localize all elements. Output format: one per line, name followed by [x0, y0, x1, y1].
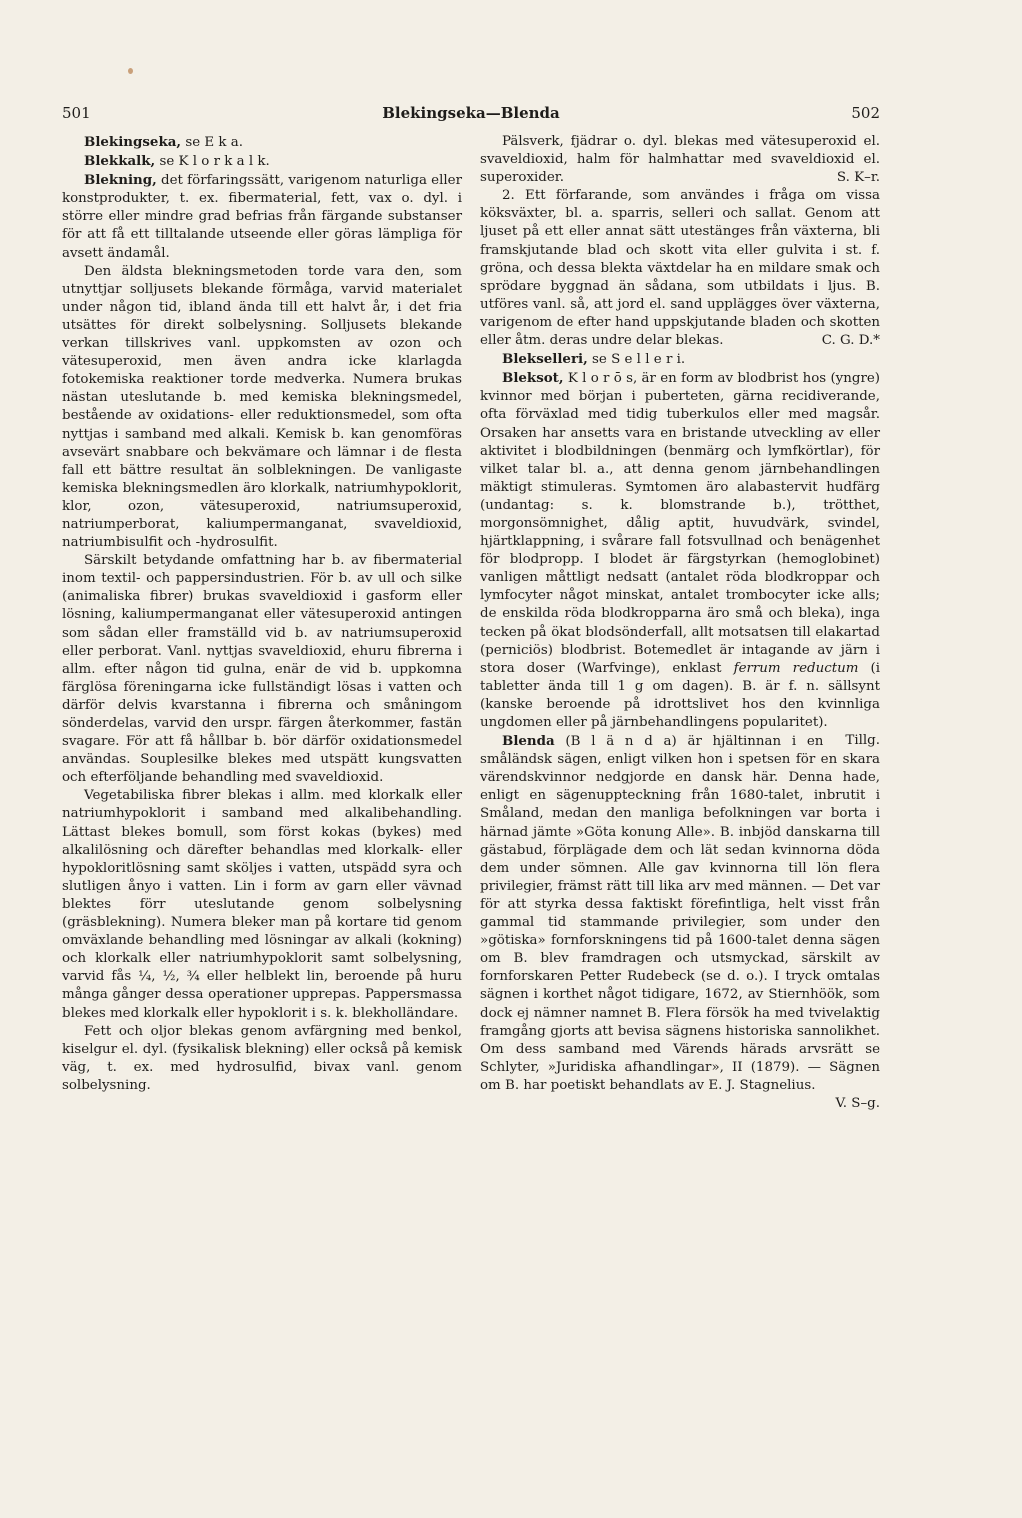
page-number-right: 502: [851, 104, 880, 122]
headword: Blekselleri,: [502, 351, 588, 368]
entry-text: K l o r ō s, är en form av blodbrist hos (yngre) kvinnor med början i puberteten, gärna recidiverande, ofta förväxlad med tidig tuberkulos eller med magsår. Orsaken har ansetts vara en bristande utveckling av eller aktivitet i blodbildningen (benmärg och lymfkörtlar), för vilket talar bl. a., att denna genom järnbehandlingen mäktigt stimuleras. Symtomen äro alabastervit hudfärg (undantag: s. k. blomstrande b.), trötthet, morgonsömnighet, dålig aptit, huvudvärk, svindel, hjärtklappning, i svårare fall fotsvullnad och benägenhet för blodpropp. I blodet är färgstyrkan (hemoglobinet) vanligen måttligt nedsatt (antalet röda blodkroppar och lymfocyter något minskat, antalet trombocyter icke alls; de enskilda röda blodkropparna äro små och bleka), inga tecken på ökat blodsönderfall, allt motsatsen till elakartad (perniciös) blodbrist. Botemedlet är intagande av järn i stora doser (Warfvinge), enklast: [480, 371, 880, 676]
entry-text: (i tabletter ända till 1 g om dagen). B. är f. n. sällsynt (kanske beroende på idrottslivet hos den kvinnliga ungdomen eller på järnbehandlingens popularitet).: [480, 660, 880, 730]
entry-blekingseka: [62, 133, 462, 152]
headword: Blekingseka,: [84, 134, 182, 150]
left-column: [62, 133, 462, 1095]
entry-blekselleri: [480, 350, 880, 369]
paragraph-text: Pälsverk, fjädrar o. dyl. blekas med vätesuperoxid el. svaveldioxid, halm för halmhattar med svaveldioxid el. superoxider.: [480, 134, 880, 186]
entry-text: se S e l l e r i.: [587, 352, 686, 368]
paragraph: Särskilt betydande omfattning har b. av fibermaterial inom textil- och pappersindustrien. För b. av ull och silke (animaliska fibrer) brukas svaveldioxid i gasform eller lösning, kaliumpermanganat eller vätesuperoxid antingen som sådan eller framställd vid b. av natriumsuperoxid eller perborat. Vanl. nyttjas svaveldioxid, ehuru fibrerna i allm. efter någon tid gulna, enär de vid b. uppkomna färglösa föreningarna icke fullständigt lösas i vatten och därför delvis kvarstanna i fibrerna och småningom sönderdelas, varvid den urspr. färgen återkommer, fastän svagare. För att få hållbar b. bör därför oxidationsmedel användas. Souplesilke blekes med utspätt kungsvatten och efterföljande behandling med svaveldioxid.: [62, 553, 462, 786]
headword: Blenda: [502, 733, 555, 750]
entry-text: se K l o r k a l k.: [155, 154, 270, 170]
right-column: [480, 133, 880, 1113]
entry-text: (B l ä n d a) är hjältinnan i en småländsk sägen, enligt vilken hon i spetsen för en skara värendskvinnor nedgjorde en dansk här. Denna hade, enligt en sägenuppteckning från 1680-talet, inbrutit i Småland, medan den manliga befolkningen var borta i härnad jämte »Göta konung Alle». B. inbjöd danskarna till gästabud, förplägade dem och lät sedan kvinnorna döda dem under sömnen. Alle gav kvinnorna till lön flera privilegier, främst rätt till lika arv med männen. — Det var för att styrka dessa faktiskt förefintliga, helt visst från gammal tid stammande privilegier, som under den »götiska» fornforskningens tid på 1600-talet denna sägen om B. blev framdragen och utsmyckad, särskilt av fornforskaren Petter Rudebeck (se d. o.). I tryck omtalas sägnen i korthet något tidigare, 1672, av Stiernhöök, som dock ej nämner namnet B. Flera försök ha med tvivelaktig framgång gjorts att bevisa sägnens historiska sannolikhet. Om dess samband med Värends härads arvsrätt se Schlyter, »Juridiska afhandlingar», II (1879). — Sägnen om B. har poetiskt behandlats av E. J. Stagnelius.: [480, 734, 880, 1093]
author-signature: S. K–r.: [836, 170, 880, 186]
page-number-left: 501: [62, 104, 91, 122]
page-header: [62, 104, 880, 128]
paragraph: Den äldsta blekningsmetoden torde vara den, som utnyttjar solljusets blekande förmåga, varvid materialet under någon tid, ibland ända till ett halvt år, i det fria utsättes för direkt solbelysning. Solljusets blekande verkan tillskrives vanl. uppkomsten av ozon och vätesuperoxid, men även andra icke klarlagda fotokemiska reaktioner torde medverka. Numera brukas nästan uteslutande b. med kemiska blekningsmedel, bestående av oxidations- eller reduktionsmedel, som ofta nyttjas i samband med alkali. Kemisk b. kan genomföras avsevärt snabbare och bekvämare och lämnar i de flesta fall ett bättre resultat än solblekningen. De vanligaste kemiska blekningsmedlen äro klorkalk, natriumhypoklorit, klor, ozon, vätesuperoxid, natriumsuperoxid, natriumperborat, kaliumpermanganat, svaveldioxid, natriumbisulfit och -hydrosulfit.: [62, 263, 462, 551]
entry-blekning: [62, 171, 462, 262]
entry-blenda: [480, 732, 880, 1111]
author-signature: C. G. D.*: [821, 333, 880, 349]
paragraph: [480, 133, 880, 187]
paragraph: [480, 187, 880, 350]
paragraph: Vegetabiliska fibrer blekas i allm. med klorkalk eller natriumhypoklorit i samband med alkalibehandling. Lättast blekes bomull, som först kokas (bykes) med alkalilösning och därefter behandlas med klorkalk- eller hypokloritlösning samt sköljes i vatten, utspädd syra och slutligen ånyo i vatten. Lin i form av garn eller vävnad blektes förr uteslutande genom solbelysning (gräsblekning). Numera bleker man på kortare tid genom omväxlande behandling med lösningar av alkali (kokning) och klorkalk eller natriumhypoklorit samt solbelysning, varvid fås ¼, ½, ¾ eller helblekt lin, beroende på huru många gånger dessa operationer upprepas. Pappersmassa blekes med klorkalk eller hypoklorit i s. k. blekholländare.: [62, 788, 462, 1021]
paragraph: Fett och oljor blekas genom avfärgning med benkol, kiselgur el. dyl. (fysikalisk blekning) eller också på kemisk väg, t. ex. med hydrosulfid, bivax vanl. genom solbelysning.: [62, 1023, 462, 1093]
entry-text: se E k a.: [181, 135, 244, 150]
ink-speck: [128, 68, 133, 74]
headword: Blekkalk,: [84, 153, 156, 170]
headword: Blekning,: [84, 172, 157, 189]
author-signature: V. S–g.: [835, 1095, 880, 1111]
entry-blekkalk: [62, 152, 462, 171]
paragraph-text: 2. Ett förfarande, som användes i fråga om vissa köksväxter, bl. a. sparris, selleri och sallat. Genom att ljuset på ett eller annat sätt utestänges från växterna, bli framskjutande blad och skott vita eller gulvita i st. f. gröna, och dessa blekta växtdelar ha en mildare smak och sprödare byggnad än sådana, som utbildats i ljus. B. utföres vanl. så, att jord el. sand upplägges över växterna, varigenom de efter hand uppskjutande bladen och skotten eller åtm. deras undre delar blekas.: [480, 188, 880, 349]
headword: Bleksot,: [502, 370, 564, 387]
author-signature: Tillg.: [845, 733, 880, 749]
entry-text: det förfaringssätt, varigenom naturliga eller konstprodukter, t. ex. fibermaterial, fett, vax o. dyl. i större eller mindre grad befrias från färgande substanser för att få ett tilltalande utseende eller göras lämpliga för avsett ändamål.: [62, 173, 463, 261]
italic-term: ferrum reductum: [733, 660, 859, 676]
running-title: Blekingseka—Blenda: [382, 104, 560, 122]
